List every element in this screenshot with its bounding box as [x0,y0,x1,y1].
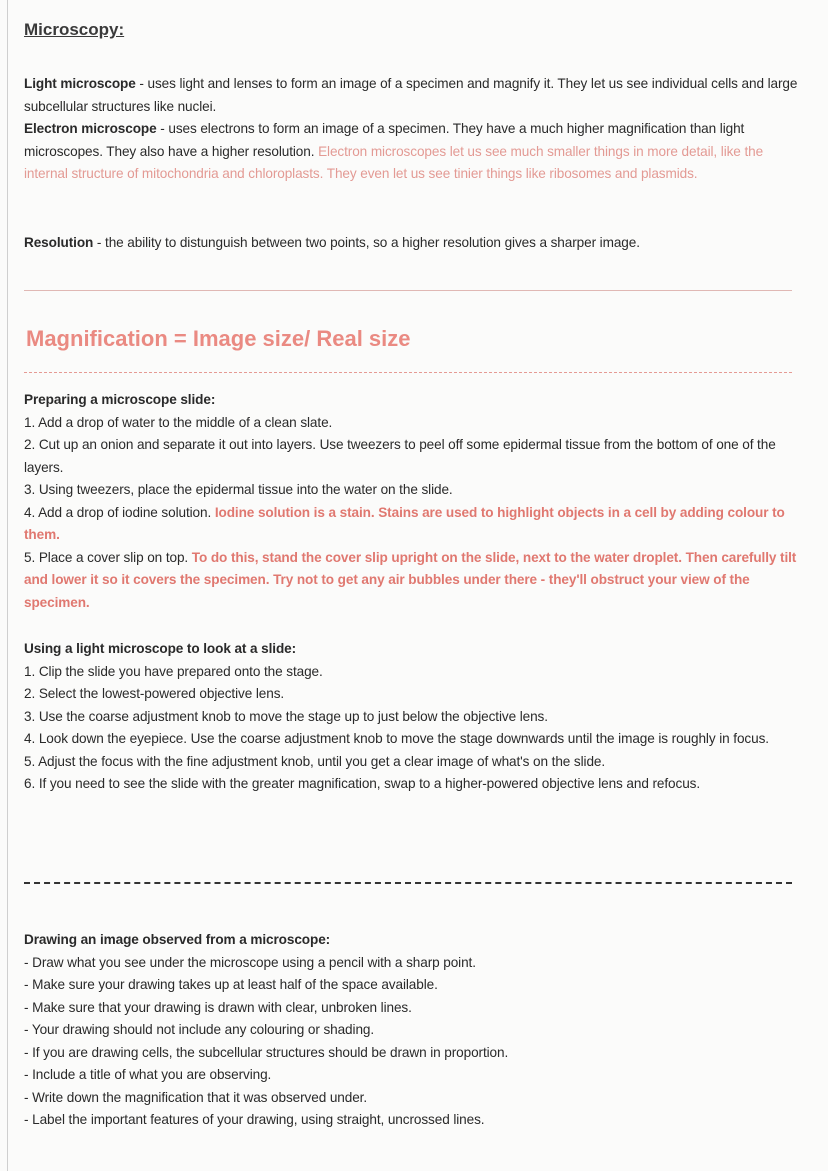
drawing-item: - If you are drawing cells, the subcellular structures should be drawn in proportion. [24,1044,509,1060]
drawing-item: - Draw what you see under the microscope using a pencil with a sharp point. [24,954,476,970]
light-microscope-definition [24,73,804,118]
resolution-section [24,232,804,255]
slide-step-4-text: 4. Add a drop of iodine solution. [24,504,215,520]
slide-step-5-text: 5. Place a cover slip on top. [24,549,192,565]
usage-step: 3. Use the coarse adjustment knob to move the stage up to just below the objective lens. [24,708,548,724]
usage-heading: Using a light microscope to look at a slide: [24,641,297,656]
slide-step-5 [24,547,804,615]
usage-step: 5. Adjust the focus with the fine adjustment knob, until you get a clear image of what's on the slide. [24,753,606,769]
resolution-text: - the ability to distunguish between two points, so a higher resolution gives a sharper image. [93,235,640,250]
slide-step-2: 2. Cut up an onion and separate it out into layers. Use tweezers to peel off some epidermal tissue from the bottom of one of the layers. [24,437,776,475]
page-edge-line [7,0,8,1171]
light-microscope-text: - uses light and lenses to form an image of a specimen and magnify it. They let us see individual cells and large subcellular structures like nuclei. [24,76,798,114]
usage-step: 1. Clip the slide you have prepared onto the stage. [24,663,323,679]
drawing-item: - Make sure your drawing takes up at least half of the space available. [24,977,438,992]
drawing-item: - Label the important features of your drawing, using straight, uncrossed lines. [24,1112,485,1127]
slide-step-5-note: To do this, stand the cover slip upright on the slide, next to the water droplet. Then carefully tilt and lower it so it covers the specimen. Try not to get any air bubbles under there - they'll obstruct your view of the specimen. [24,549,797,610]
page-title: Microscopy: [24,20,125,39]
formula-divider [24,372,792,373]
usage-divider [24,882,792,884]
electron-microscope-extra: Electron microscopes let us see much smaller things in more detail, like the internal structure of mitochondria and chloroplasts. They even let us see tinier things like ribosomes and plasmids. [24,143,764,181]
drawing-item: - Write down the magnification that it was observed under. [24,1089,368,1105]
slide-step-4-note: Iodine solution is a stain. Stains are used to highlight objects in a cell by adding colour to them. [24,504,785,542]
magnification-formula: Magnification = Image size/ Real size [26,326,411,351]
resolution-term: Resolution [24,235,94,250]
drawing-item: - Make sure that your drawing is drawn with clear, unbroken lines. [24,999,412,1015]
resolution-definition [24,232,804,255]
drawing-item: - Your drawing should not include any colouring or shading. [24,1022,375,1037]
usage-step: 4. Look down the eyepiece. Use the coarse adjustment knob to move the stage downwards until the image is roughly in focus. [24,731,769,746]
light-microscope-usage-section [24,638,804,796]
slide-step-3: 3. Using tweezers, place the epidermal tissue into the water on the slide. [24,482,453,497]
usage-step: 6. If you need to see the slide with the greater magnification, swap to a higher-powered objective lens and refocus. [24,776,701,791]
electron-microscope-definition [24,118,804,186]
electron-microscope-text: - uses electrons to form an image of a specimen. They have a much higher magnification than light microscopes. They also have a higher resolution. [24,121,745,159]
usage-step: 2. Select the lowest-powered objective lens. [24,686,285,701]
drawing-heading: Drawing an image observed from a microscope: [24,932,331,947]
slide-preparation-heading: Preparing a microscope slide: [24,392,216,407]
definitions-section [24,73,804,186]
drawing-section [24,929,804,1132]
slide-preparation-section [24,389,804,614]
drawing-item: - Include a title of what you are observing. [24,1067,272,1082]
slide-step-4 [24,502,804,547]
light-microscope-term: Light microscope [24,76,136,91]
slide-step-1: 1. Add a drop of water to the middle of a clean slate. [24,414,333,430]
electron-microscope-term: Electron microscope [24,121,157,136]
section-divider [24,290,792,291]
